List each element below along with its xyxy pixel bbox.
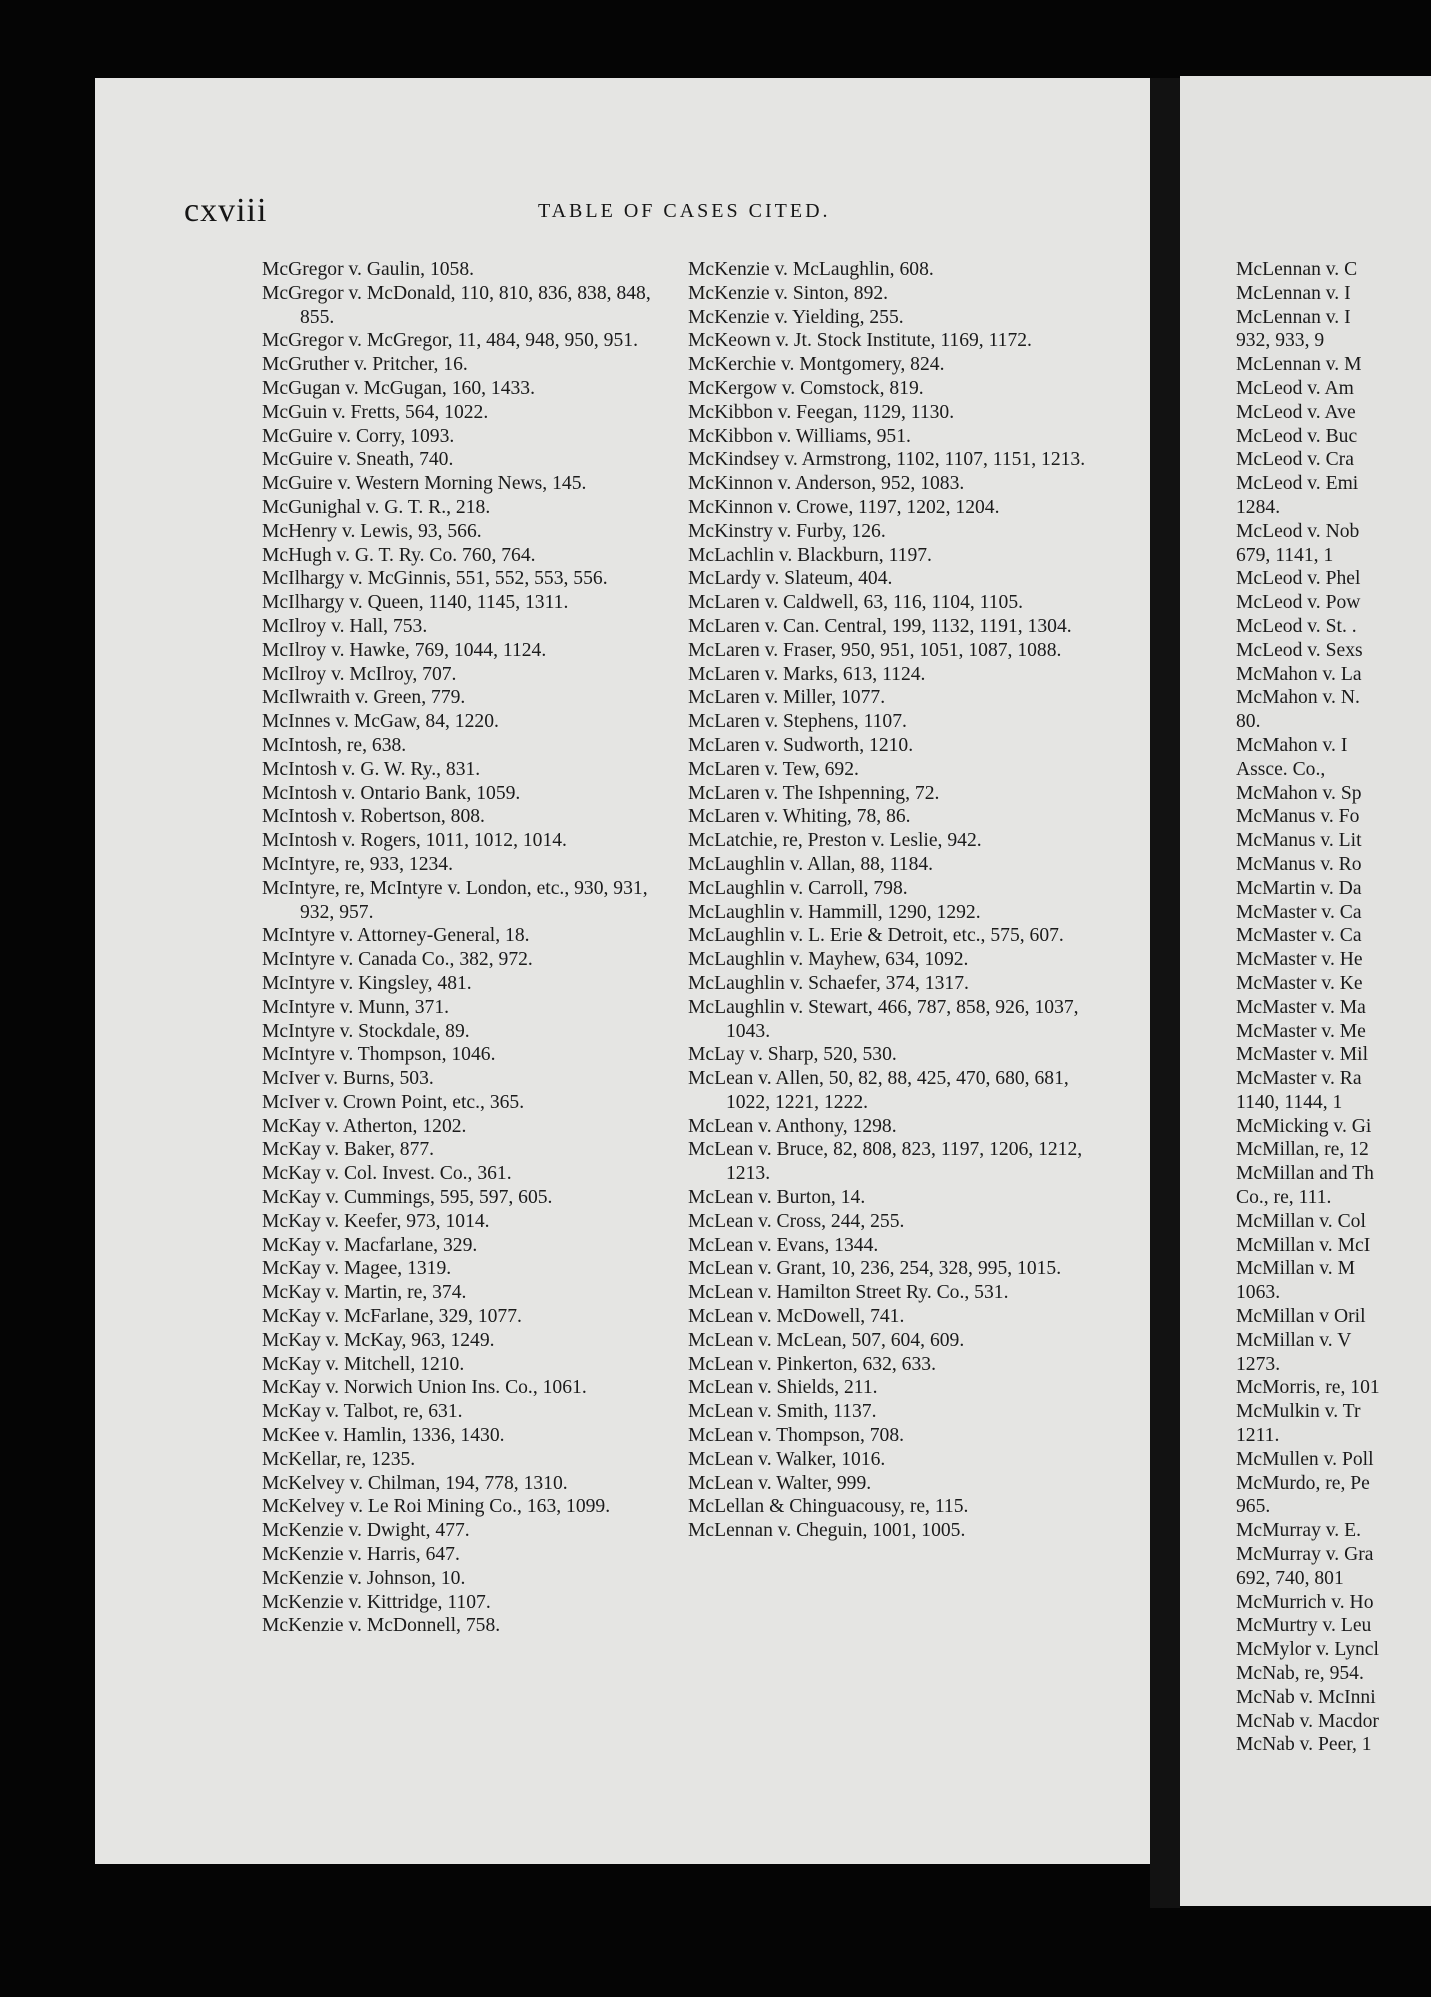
case-entry: McKenzie v. Harris, 647. xyxy=(262,1544,460,1566)
case-entry: McLeod v. Pow xyxy=(1236,592,1361,614)
case-entry: McMahon v. N. xyxy=(1236,687,1360,709)
case-entry: McIntyre v. Canada Co., 382, 972. xyxy=(262,949,533,971)
case-entry: McKay v. Talbot, re, 631. xyxy=(262,1401,463,1423)
index-column-middle xyxy=(688,258,1108,1543)
case-entry: McLean v. Thompson, 708. xyxy=(688,1425,905,1447)
case-entry: McMillan, re, 12 xyxy=(1236,1139,1369,1161)
case-entry: McLaughlin v. Carroll, 798. xyxy=(688,877,908,899)
case-entry: McMaster v. He xyxy=(1236,949,1363,971)
case-entry: McLean v. Grant, 10, 236, 254, 328, 995, 1015. xyxy=(688,1258,1062,1280)
case-entry: McKibbon v. Williams, 951. xyxy=(688,425,911,447)
case-entry: McKay v. Cummings, 595, 597, 605. xyxy=(262,1187,553,1209)
case-entry: McIlroy v. Hall, 753. xyxy=(262,615,428,637)
case-entry: McLean v. Walter, 999. xyxy=(688,1472,872,1494)
case-entry: McMillan v Oril xyxy=(1236,1306,1366,1328)
case-entry: McIlhargy v. McGinnis, 551, 552, 553, 556. xyxy=(262,568,608,590)
case-entry: McKellar, re, 1235. xyxy=(262,1448,416,1470)
case-entry: McLaughlin v. Mayhew, 634, 1092. xyxy=(688,949,969,971)
case-entry: McKay v. Baker, 877. xyxy=(262,1139,435,1161)
case-entry: McLeod v. Nob xyxy=(1236,520,1360,542)
case-entry: McManus v. Fo xyxy=(1236,806,1360,828)
case-entry: Co., re, 111. xyxy=(1236,1187,1332,1209)
case-entry: McLaughlin v. Schaefer, 374, 1317. xyxy=(688,972,969,994)
case-entry: McLaughlin v. Stewart, 466, 787, 858, 926, 1037, 1043. xyxy=(688,996,1084,1042)
case-entry: McLean v. Burton, 14. xyxy=(688,1187,866,1209)
case-entry: McLay v. Sharp, 520, 530. xyxy=(688,1044,897,1066)
case-entry: 679, 1141, 1 xyxy=(1236,544,1334,566)
book-spine xyxy=(1150,78,1180,1908)
case-entry: McMillan and Th xyxy=(1236,1163,1374,1185)
case-entry: McIntosh v. Rogers, 1011, 1012, 1014. xyxy=(262,830,567,852)
case-entry: 965. xyxy=(1236,1496,1271,1518)
case-entry: McNab, re, 954. xyxy=(1236,1663,1364,1685)
case-entry: McIntosh, re, 638. xyxy=(262,734,407,756)
case-entry: McLennan v. I xyxy=(1236,282,1351,304)
case-entry: McKay v. Keefer, 973, 1014. xyxy=(262,1210,490,1232)
case-entry: McNab v. McInni xyxy=(1236,1686,1376,1708)
case-entry: McLachlin v. Blackburn, 1197. xyxy=(688,544,932,566)
case-entry: McLean v. Bruce, 82, 808, 823, 1197, 1206, 1212, 1213. xyxy=(688,1139,1088,1185)
case-entry: McLaren v. Tew, 692. xyxy=(688,758,859,780)
case-entry: McMillan v. McI xyxy=(1236,1234,1371,1256)
case-entry: McKeown v. Jt. Stock Institute, 1169, 1172. xyxy=(688,330,1032,352)
case-entry: McIver v. Burns, 503. xyxy=(262,1068,434,1090)
case-entry: McKay v. Col. Invest. Co., 361. xyxy=(262,1163,512,1185)
case-entry: McIlroy v. McIlroy, 707. xyxy=(262,663,457,685)
case-entry: McMurtry v. Leu xyxy=(1236,1615,1372,1637)
case-entry: McLaren v. The Ishpenning, 72. xyxy=(688,782,940,804)
case-entry: McIntyre v. Stockdale, 89. xyxy=(262,1020,470,1042)
case-entry: McLaren v. Miller, 1077. xyxy=(688,687,886,709)
case-entry: McKay v. McFarlane, 329, 1077. xyxy=(262,1306,522,1328)
case-entry: McLeod v. Cra xyxy=(1236,449,1354,471)
case-entry: McHenry v. Lewis, 93, 566. xyxy=(262,520,482,542)
case-entry: McMurrich v. Ho xyxy=(1236,1591,1374,1613)
case-entry: McIlhargy v. Queen, 1140, 1145, 1311. xyxy=(262,592,569,614)
page-title: TABLE OF CASES CITED. xyxy=(538,200,831,222)
case-entry: McLeod v. Am xyxy=(1236,377,1354,399)
case-entry: McKinstry v. Furby, 126. xyxy=(688,520,886,542)
case-entry: McIntyre v. Thompson, 1046. xyxy=(262,1044,496,1066)
case-entry: McLennan v. M xyxy=(1236,354,1362,376)
case-entry: McLaughlin v. Hammill, 1290, 1292. xyxy=(688,901,981,923)
case-entry: McMaster v. Ma xyxy=(1236,996,1366,1018)
case-entry: McMahon v. Sp xyxy=(1236,782,1362,804)
case-entry: 692, 740, 801 xyxy=(1236,1567,1344,1589)
case-entry: 1140, 1144, 1 xyxy=(1236,1091,1343,1113)
case-entry: McLaren v. Stephens, 1107. xyxy=(688,711,907,733)
case-entry: McIlroy v. Hawke, 769, 1044, 1124. xyxy=(262,639,547,661)
case-entry: McMaster v. Ca xyxy=(1236,901,1362,923)
case-entry: McKenzie v. Yielding, 255. xyxy=(688,306,904,328)
case-entry: McLean v. Cross, 244, 255. xyxy=(688,1210,905,1232)
case-entry: McMahon v. La xyxy=(1236,663,1362,685)
case-entry: McKenzie v. Johnson, 10. xyxy=(262,1567,466,1589)
case-entry: McLaren v. Marks, 613, 1124. xyxy=(688,663,926,685)
case-entry: McIntosh v. Robertson, 808. xyxy=(262,806,485,828)
case-entry: McLaren v. Whiting, 78, 86. xyxy=(688,806,911,828)
case-entry: McLennan v. C xyxy=(1236,259,1358,280)
case-entry: McHugh v. G. T. Ry. Co. 760, 764. xyxy=(262,544,536,566)
case-entry: McMurray v. E. xyxy=(1236,1520,1361,1542)
case-entry: McMaster v. Ca xyxy=(1236,925,1362,947)
case-entry: McLaughlin v. L. Erie & Detroit, etc., 575, 607. xyxy=(688,925,1064,947)
case-entry: McLaren v. Can. Central, 199, 1132, 1191, 1304. xyxy=(688,615,1072,637)
case-entry: McMillan v. M xyxy=(1236,1258,1356,1280)
case-entry: McKindsey v. Armstrong, 1102, 1107, 1151, 1213. xyxy=(688,449,1086,471)
case-entry: McKergow v. Comstock, 819. xyxy=(688,377,924,399)
case-entry: McLean v. Shields, 211. xyxy=(688,1377,878,1399)
case-entry: McKelvey v. Le Roi Mining Co., 163, 1099. xyxy=(262,1496,611,1518)
case-entry: 932, 933, 9 xyxy=(1236,330,1325,352)
case-entry: McKenzie v. Kittridge, 1107. xyxy=(262,1591,491,1613)
case-entry: McIntosh v. Ontario Bank, 1059. xyxy=(262,782,521,804)
case-entry: McLaren v. Fraser, 950, 951, 1051, 1087, 1088. xyxy=(688,639,1062,661)
case-entry: McIntyre v. Munn, 371. xyxy=(262,996,450,1018)
case-entry: 1273. xyxy=(1236,1353,1281,1375)
case-entry: Assce. Co., xyxy=(1236,758,1326,780)
case-entry: McMylor v. Lyncl xyxy=(1236,1639,1379,1661)
case-entry: McKibbon v. Feegan, 1129, 1130. xyxy=(688,401,955,423)
case-entry: McLennan v. I xyxy=(1236,306,1351,328)
case-entry: McMulkin v. Tr xyxy=(1236,1401,1361,1423)
case-entry: 1063. xyxy=(1236,1282,1281,1304)
case-entry: McGuin v. Fretts, 564, 1022. xyxy=(262,401,489,423)
case-entry: McGregor v. McGregor, 11, 484, 948, 950, 951. xyxy=(262,330,638,352)
case-entry: McInnes v. McGaw, 84, 1220. xyxy=(262,711,499,733)
case-entry: McNab v. Macdor xyxy=(1236,1710,1379,1732)
case-entry: McGugan v. McGugan, 160, 1433. xyxy=(262,377,536,399)
case-entry: McGuire v. Sneath, 740. xyxy=(262,449,454,471)
case-entry: McLeod v. Buc xyxy=(1236,425,1358,447)
case-entry: McGuire v. Corry, 1093. xyxy=(262,425,455,447)
case-entry: McKay v. Mitchell, 1210. xyxy=(262,1353,465,1375)
case-entry: McKay v. McKay, 963, 1249. xyxy=(262,1329,495,1351)
case-entry: McIver v. Crown Point, etc., 365. xyxy=(262,1091,525,1113)
case-entry: McLean v. McLean, 507, 604, 609. xyxy=(688,1329,965,1351)
case-entry: McKerchie v. Montgomery, 824. xyxy=(688,354,945,376)
case-entry: McMurdo, re, Pe xyxy=(1236,1472,1370,1494)
case-entry: McGregor v. McDonald, 110, 810, 836, 838, 848, 855. xyxy=(262,282,656,328)
case-entry: McGunighal v. G. T. R., 218. xyxy=(262,496,491,518)
case-entry: McMaster v. Mil xyxy=(1236,1044,1369,1066)
case-entry: McLean v. Anthony, 1298. xyxy=(688,1115,897,1137)
case-entry: McKinnon v. Anderson, 952, 1083. xyxy=(688,473,965,495)
case-entry: McKenzie v. McDonnell, 758. xyxy=(262,1615,501,1637)
case-entry: McKay v. Magee, 1319. xyxy=(262,1258,452,1280)
case-entry: McLeod v. St. . xyxy=(1236,615,1357,637)
case-entry: McIlwraith v. Green, 779. xyxy=(262,687,466,709)
case-entry: McIntyre, re, 933, 1234. xyxy=(262,853,453,875)
case-entry: McMullen v. Poll xyxy=(1236,1448,1374,1470)
case-entry: McMorris, re, 101 xyxy=(1236,1377,1380,1399)
case-entry: McLaren v. Sudworth, 1210. xyxy=(688,734,914,756)
case-entry: McKay v. Macfarlane, 329. xyxy=(262,1234,478,1256)
case-entry: McKay v. Atherton, 1202. xyxy=(262,1115,467,1137)
case-entry: McLean v. Walker, 1016. xyxy=(688,1448,886,1470)
case-entry: McMaster v. Ra xyxy=(1236,1068,1362,1090)
index-column-right-partial xyxy=(1236,258,1431,1757)
index-column-left xyxy=(262,258,682,1638)
case-entry: McLaughlin v. Allan, 88, 1184. xyxy=(688,853,934,875)
case-entry: McKinnon v. Crowe, 1197, 1202, 1204. xyxy=(688,496,1000,518)
case-entry: McManus v. Lit xyxy=(1236,830,1362,852)
case-entry: McIntosh v. G. W. Ry., 831. xyxy=(262,758,481,780)
case-entry: McLeod v. Ave xyxy=(1236,401,1356,423)
case-entry: McMaster v. Me xyxy=(1236,1020,1366,1042)
case-entry: McKay v. Norwich Union Ins. Co., 1061. xyxy=(262,1377,587,1399)
case-entry: McLean v. Evans, 1344. xyxy=(688,1234,879,1256)
case-entry: McMurray v. Gra xyxy=(1236,1544,1374,1566)
case-entry: McLeod v. Emi xyxy=(1236,473,1359,495)
case-entry: McLean v. Hamilton Street Ry. Co., 531. xyxy=(688,1282,1009,1304)
case-entry: McNab v. Peer, 1 xyxy=(1236,1734,1372,1756)
case-entry: McLellan & Chinguacousy, re, 115. xyxy=(688,1496,969,1518)
case-entry: McKenzie v. Sinton, 892. xyxy=(688,282,889,304)
case-entry: McMahon v. I xyxy=(1236,734,1348,756)
case-entry: McMaster v. Ke xyxy=(1236,972,1363,994)
case-entry: McKay v. Martin, re, 374. xyxy=(262,1282,467,1304)
case-entry: McMartin v. Da xyxy=(1236,877,1362,899)
case-entry: McLeod v. Phel xyxy=(1236,568,1361,590)
case-entry: McLean v. McDowell, 741. xyxy=(688,1306,905,1328)
case-entry: 80. xyxy=(1236,711,1261,733)
case-entry: McMicking v. Gi xyxy=(1236,1115,1372,1137)
case-entry: McKenzie v. Dwight, 477. xyxy=(262,1520,470,1542)
case-entry: McLeod v. Sexs xyxy=(1236,639,1363,661)
case-entry: McGruther v. Pritcher, 16. xyxy=(262,354,468,376)
case-entry: McKenzie v. McLaughlin, 608. xyxy=(688,259,934,280)
case-entry: McLean v. Pinkerton, 632, 633. xyxy=(688,1353,936,1375)
case-entry: McLennan v. Cheguin, 1001, 1005. xyxy=(688,1520,966,1542)
case-entry: McLatchie, re, Preston v. Leslie, 942. xyxy=(688,830,982,852)
case-entry: McLean v. Allen, 50, 82, 88, 425, 470, 680, 681, 1022, 1221, 1222. xyxy=(688,1068,1074,1113)
case-entry: McIntyre v. Kingsley, 481. xyxy=(262,972,472,994)
case-entry: McLaren v. Caldwell, 63, 116, 1104, 1105. xyxy=(688,592,1024,614)
case-entry: McGuire v. Western Morning News, 145. xyxy=(262,473,587,495)
case-entry: McLardy v. Slateum, 404. xyxy=(688,568,893,590)
case-entry: McKelvey v. Chilman, 194, 778, 1310. xyxy=(262,1472,568,1494)
case-entry: McMillan v. Col xyxy=(1236,1210,1366,1232)
page-folio: cxviii xyxy=(184,192,268,229)
case-entry: 1284. xyxy=(1236,496,1281,518)
case-entry: 1211. xyxy=(1236,1425,1280,1447)
case-entry: McManus v. Ro xyxy=(1236,853,1362,875)
case-entry: McGregor v. Gaulin, 1058. xyxy=(262,259,475,280)
case-entry: McMillan v. V xyxy=(1236,1329,1352,1351)
case-entry: McIntyre, re, McIntyre v. London, etc., 930, 931, 932, 957. xyxy=(262,877,653,923)
case-entry: McIntyre v. Attorney-General, 18. xyxy=(262,925,530,947)
case-entry: McKee v. Hamlin, 1336, 1430. xyxy=(262,1425,505,1447)
case-entry: McLean v. Smith, 1137. xyxy=(688,1401,877,1423)
